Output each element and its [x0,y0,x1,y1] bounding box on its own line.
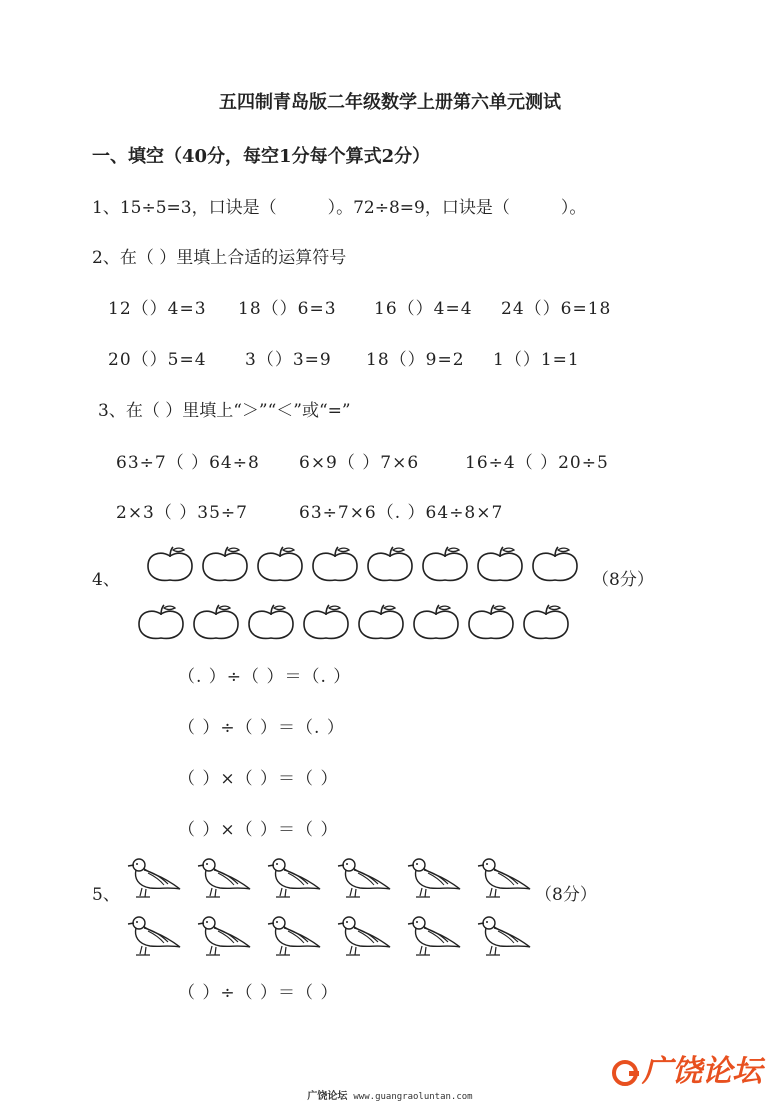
footer-name: 广饶论坛 [307,1091,348,1102]
apple-icon [201,544,249,584]
q2-item: 16（）4=4 [374,299,473,319]
q3-item: 2×3（ ）35÷7 [116,503,248,523]
bird-icon [474,912,532,958]
apple-icon [302,602,350,642]
question-1: 1、15÷5=3，口诀是（ ）。72÷8=9，口诀是（ ）。 [92,198,587,218]
apple-icon [412,602,460,642]
bird-icon [404,854,462,900]
q4-equation: （ ）×（ ）＝（ ） [178,820,339,840]
q3-item: 6×9（ ）7×6 [299,453,420,473]
apple-icon [256,544,304,584]
q2-item: 18（）6=3 [238,299,337,319]
bird-icon [124,854,182,900]
apple-icon [366,544,414,584]
apple-icon [476,544,524,584]
apple-icon [137,602,185,642]
bird-row [124,912,544,960]
q2-item: 18（）9=2 [366,350,465,370]
apple-icon [531,544,579,584]
question-3-prompt: 3、在（ ）里填上“＞”“＜”或“=” [98,401,351,421]
bird-icon [404,912,462,958]
q4-equation: （ ）×（ ）＝（ ） [178,769,339,789]
apple-row [137,602,590,646]
q2-item: 1（）1=1 [493,350,580,370]
q2-item: 12（）4=3 [108,299,207,319]
bird-icon [334,854,392,900]
bird-icon [124,912,182,958]
q4-equation: （. ）÷（ ）＝（. ） [178,667,352,687]
bird-icon [264,854,322,900]
apple-icon [247,602,295,642]
footer-url: www.guangraoluntan.com [353,1092,473,1102]
q2-item: 24（）6=18 [501,299,612,319]
forum-logo [612,1046,762,1090]
footer [0,1087,780,1102]
page-title: 五四制青岛版二年级数学上册第六单元测试 [219,92,561,113]
logo-g-icon [612,1060,638,1086]
q2-item: 20（）5=4 [108,350,207,370]
logo-text: 广饶论坛 [642,1054,762,1089]
q4-equation: （ ）÷（ ）＝（. ） [178,718,345,738]
apple-icon [421,544,469,584]
q3-item: 16÷4（ ）20÷5 [465,453,609,473]
apple-icon [311,544,359,584]
q2-item: 3（）3=9 [245,350,332,370]
bird-icon [474,854,532,900]
bird-icon [194,912,252,958]
apple-icon [357,602,405,642]
apple-icon [192,602,240,642]
bird-icon [194,854,252,900]
q5-equation: （ ）÷（ ）＝（ ） [178,983,339,1003]
bird-row [124,854,544,902]
question-5-score: （8分） [535,885,597,905]
question-4-score: （8分） [592,570,654,590]
q3-item: 63÷7×6（. ）64÷8×7 [299,503,504,523]
apple-icon [467,602,515,642]
question-2-prompt: 2、在（ ）里填上合适的运算符号 [92,248,347,268]
section-heading: 一、填空（40分，每空1分每个算式2分） [92,146,431,167]
bird-icon [334,912,392,958]
bird-icon [264,912,322,958]
question-5-number: 5、 [92,885,120,905]
question-4-number: 4、 [92,570,120,590]
q3-item: 63÷7（ ）64÷8 [116,453,260,473]
apple-row [146,544,590,588]
apple-icon [522,602,570,642]
apple-icon [146,544,194,584]
